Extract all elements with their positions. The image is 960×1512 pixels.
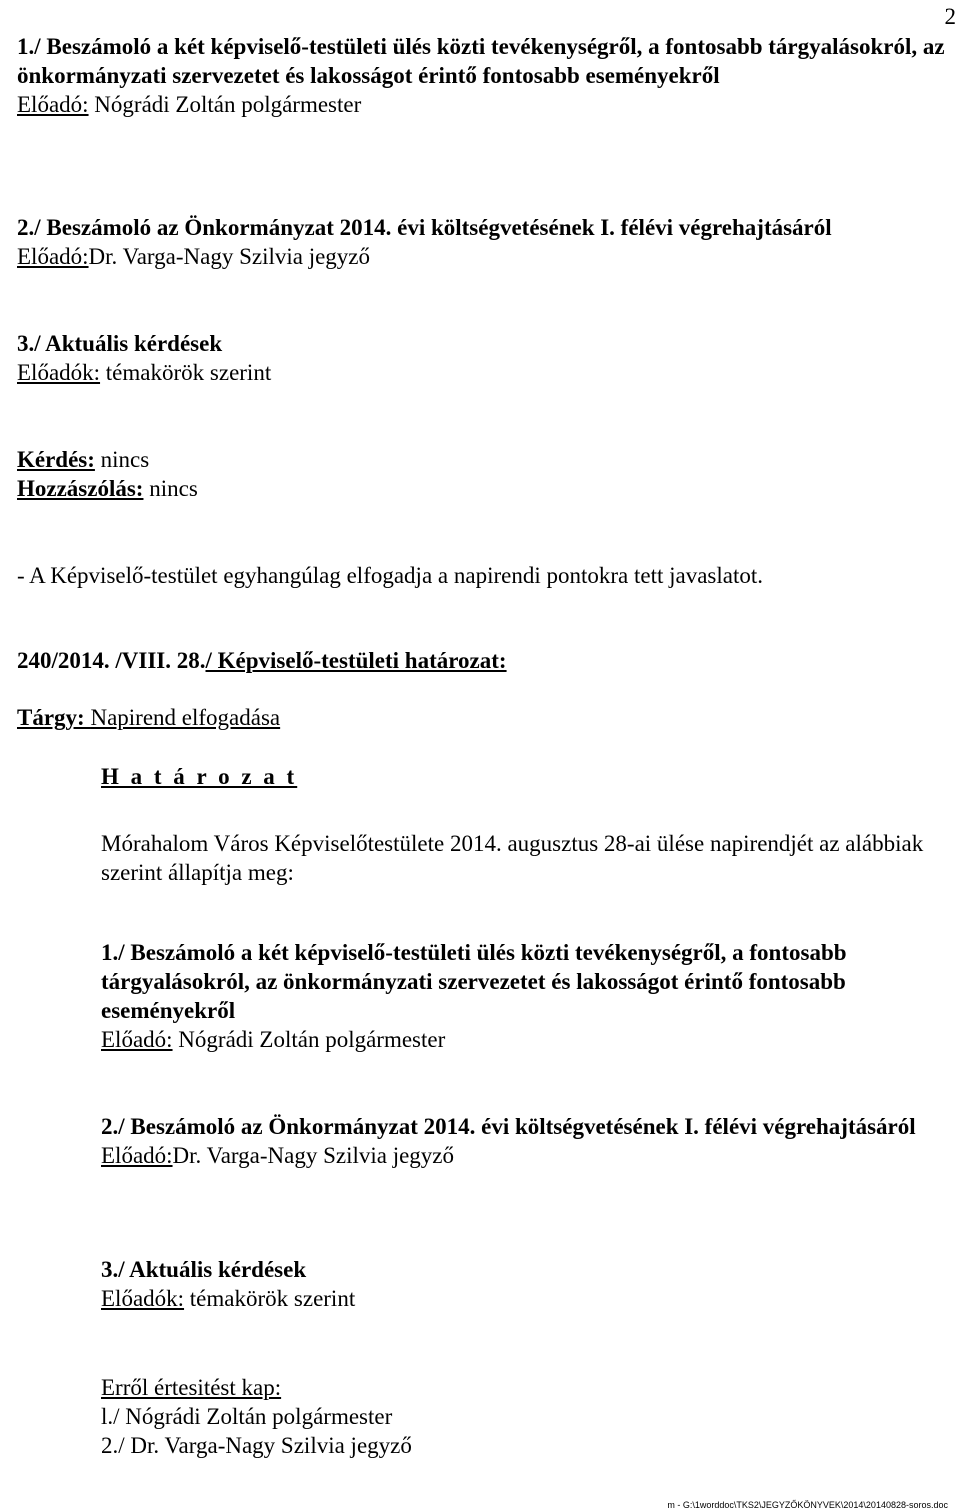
comment-line [17, 474, 947, 503]
vote-text [17, 561, 947, 590]
agenda-item-title: 1./ Beszámoló a két képviselő-testületi ülés közti tevékenységről, a fontosabb tárgyalásokról, az önkormányzati szervezetet és lakosságot érintő fontosabb eseményekről [101, 940, 847, 1023]
notified-label: Erről értesitést kap: [101, 1375, 282, 1400]
notification-list [101, 1373, 946, 1460]
agenda-item-title: 2./ Beszámoló az Önkormányzat 2014. évi költségvetésének I. félévi végrehajtásáról [101, 1114, 916, 1139]
agenda-item-1 [17, 32, 947, 119]
page-number: 2 [944, 4, 956, 29]
question-label: Kérdés: [17, 447, 95, 472]
resolution-subject [17, 703, 947, 732]
resolution-title: H a t á r o z a t [101, 764, 298, 789]
notified-item: 2./ Dr. Varga-Nagy Szilvia jegyző [101, 1433, 412, 1458]
agenda-item-title: 3./ Aktuális kérdések [101, 1257, 307, 1282]
subject-value: Napirend elfogadása [90, 705, 281, 730]
footer-file-path: m - G:\1worddoc\TKS2\JEGYZŐKÖNYVEK\2014\20140828-soros.doc [667, 1500, 948, 1510]
question-value: nincs [94, 447, 150, 472]
resolution-item-2 [101, 1112, 946, 1170]
presenter-line [101, 1025, 946, 1054]
presenter-line [17, 90, 947, 119]
resolution-intro [101, 829, 946, 887]
presenter-label: Előadók: [101, 1286, 185, 1311]
presenter-value: Nógrádi Zoltán polgármester [172, 1027, 446, 1052]
agenda-item-3 [17, 329, 947, 387]
resolution-number: 240/2014. /VIII. 28. [17, 648, 206, 673]
resolution-number-line [17, 646, 947, 675]
presenter-label: Előadók: [17, 360, 101, 385]
resolution-item-3 [101, 1255, 946, 1313]
notified-item: l./ Nógrádi Zoltán polgármester [101, 1404, 393, 1429]
presenter-line [17, 358, 947, 387]
comment-value: nincs [143, 476, 198, 501]
resolution-item-1 [101, 938, 946, 1054]
agenda-item-2 [17, 213, 947, 271]
presenter-value: Nógrádi Zoltán polgármester [88, 92, 362, 117]
comment-label: Hozzászólás: [17, 476, 144, 501]
agenda-item-title: 1./ Beszámoló a két képviselő-testületi ülés közti tevékenységről, a fontosabb tárgyalásokról, az önkormányzati szervezetet és lakosságot érintő fontosabb eseményekről [17, 34, 945, 88]
resolution-intro-text: Mórahalom Város Képviselőtestülete 2014. augusztus 28-ai ülése napirendjét az alábbiak szerint állapítja meg: [101, 831, 924, 885]
presenter-value: témakörök szerint [100, 360, 272, 385]
presenter-line [17, 242, 947, 271]
resolution-header [17, 646, 947, 675]
presenter-line [101, 1141, 946, 1170]
subject-line [17, 703, 947, 732]
presenter-value: Dr. Varga-Nagy Szilvia jegyző [88, 244, 371, 269]
discussion [17, 445, 947, 503]
resolution-heading: / Képviselő-testületi határozat: [205, 648, 507, 673]
agenda-item-title: 3./ Aktuális kérdések [17, 331, 223, 356]
vote-sentence: - A Képviselő-testület egyhangúlag elfogadja a napirendi pontokra tett javaslatot. [17, 563, 763, 588]
question-line [17, 445, 947, 474]
subject-label: Tárgy: [17, 705, 91, 730]
presenter-label: Előadó: [101, 1143, 173, 1168]
presenter-label: Előadó: [17, 92, 89, 117]
presenter-label: Előadó: [17, 244, 89, 269]
resolution-title-block [101, 762, 960, 791]
presenter-value: Dr. Varga-Nagy Szilvia jegyző [172, 1143, 455, 1168]
presenter-value: témakörök szerint [184, 1286, 356, 1311]
presenter-label: Előadó: [101, 1027, 173, 1052]
presenter-line [101, 1284, 946, 1313]
agenda-item-title: 2./ Beszámoló az Önkormányzat 2014. évi költségvetésének I. félévi végrehajtásáról [17, 215, 832, 240]
